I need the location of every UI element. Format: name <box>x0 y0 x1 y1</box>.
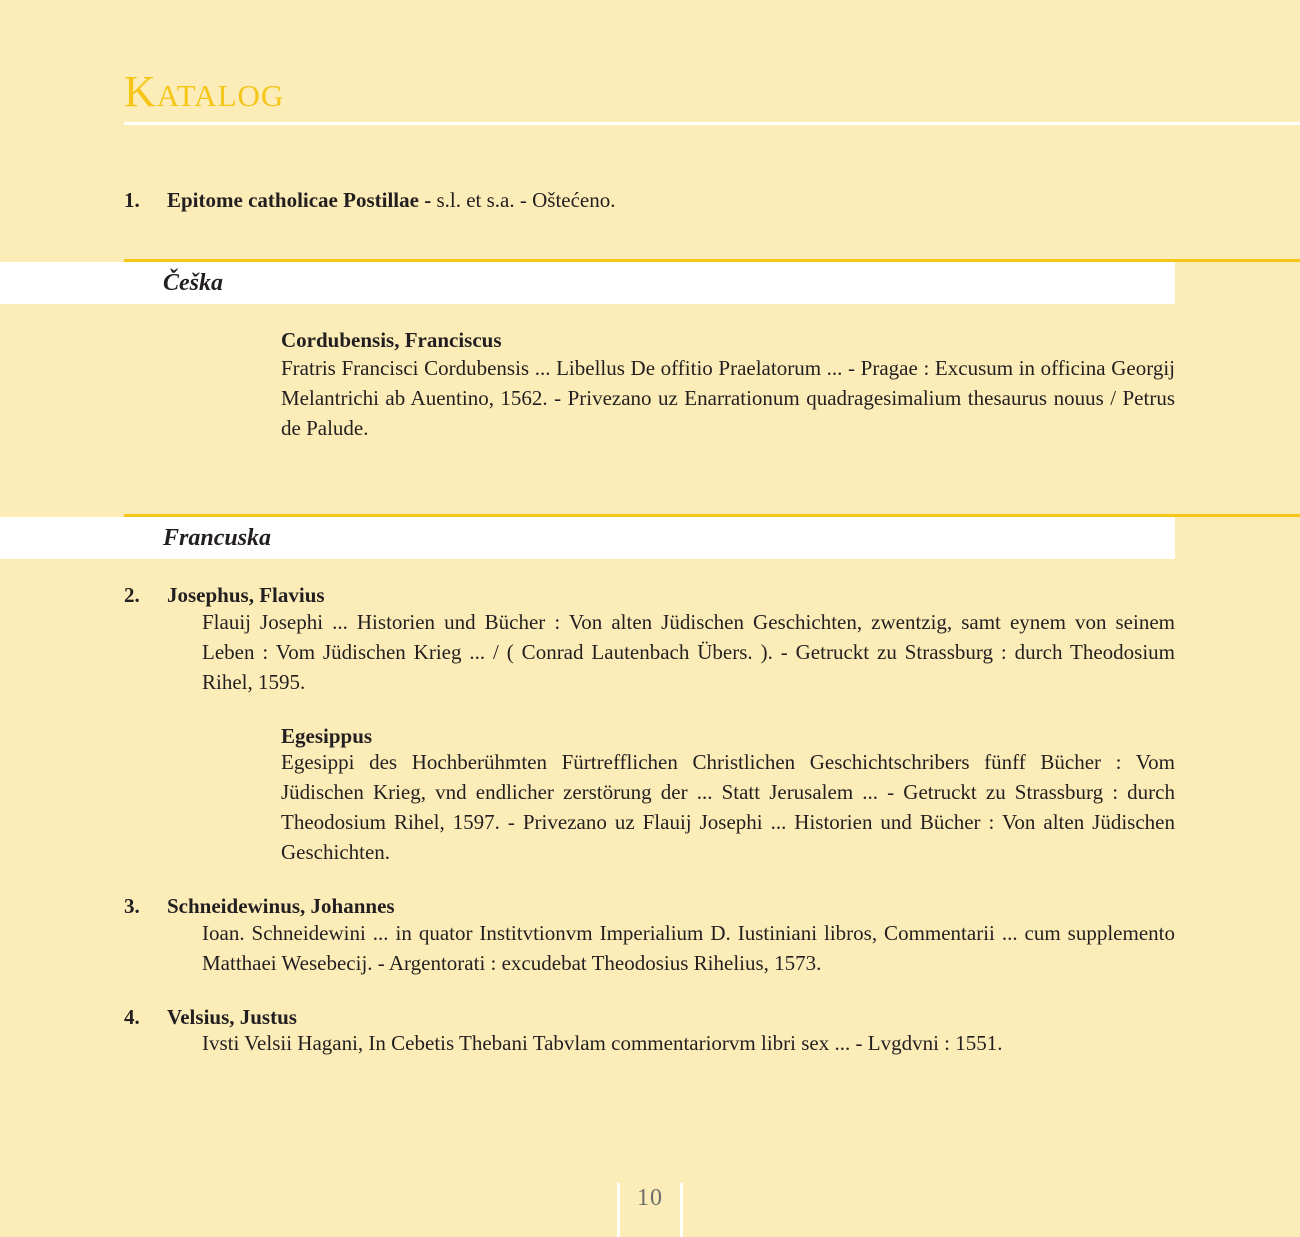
title-rule <box>124 122 1300 125</box>
entry-heading: Egesippus <box>281 724 373 748</box>
page-number-text: 10 <box>637 1185 663 1211</box>
entry-heading: Cordubensis, Franciscus <box>281 328 502 352</box>
page-title: Katalog <box>124 67 285 116</box>
entry-description: Flauij Josephi ... Historien und Bücher : Von alten Jüdischen Geschichten, zwentzig, samt eynem von seinem Leben : Vom Jüdischen Krieg ... / ( Conrad Lautenbach Übers. ). - Getruckt zu Strassburg : durch Theodosium Rihel, 1595. <box>202 610 1175 694</box>
entry-description: Fratris Francisci Cordubensis ... Libellus De offitio Praelatorum ... - Pragae : Excusum in officina Georgij Melantrichi ab Auentino, 1562. - Privezano uz Enarrationum quadragesimalium thesaurus nouus / Petrus de Palude. <box>281 356 1175 440</box>
entry-number: 1. <box>124 188 140 212</box>
entry-heading: Velsius, Justus <box>167 1005 297 1029</box>
entry-description: Ivsti Velsii Hagani, In Cebetis Thebani Tabvlam commentariorvm libri sex ... - Lvgdvni : 1551. <box>202 1031 1003 1055</box>
entry-heading: Josephus, Flavius <box>167 583 325 607</box>
catalog-entry-1 <box>167 185 616 215</box>
entry-description: Ioan. Schneidewini ... in quator Institvtionvm Imperialium D. Iustiniani libros, Commentarii ... cum supplemento Matthaei Wesebecij. - Argentorati : excudebat Theodosius Rihelius, 1573. <box>202 921 1175 975</box>
entry-number: 2. <box>124 583 140 607</box>
section-title-ceska: Češka <box>163 270 223 296</box>
entry-heading: Schneidewinus, Johannes <box>167 894 395 918</box>
entry-description: Egesippi des Hochberühmten Fürtrefflichen Christlichen Geschichtschribers fünff Bücher : Vom Jüdischen Krieg, vnd endlicher zerstörung der ... Statt Jerusalem ... - Getruckt zu Strassburg : durch Theodosium Rihel, 1597. - Privezano uz Flauij Josephi ... Historien und Bücher : Von alten Jüdischen Geschichten. <box>281 750 1175 864</box>
entry-number: 4. <box>124 1005 140 1029</box>
section-title-francuska: Francuska <box>163 525 272 551</box>
entry-title: Epitome catholicae Postillae - <box>167 188 437 212</box>
entry-imprint: s.l. et s.a. - <box>436 188 533 212</box>
entry-number: 3. <box>124 894 140 918</box>
page-number <box>617 1183 683 1237</box>
entry-note: Oštećeno. <box>532 188 616 212</box>
